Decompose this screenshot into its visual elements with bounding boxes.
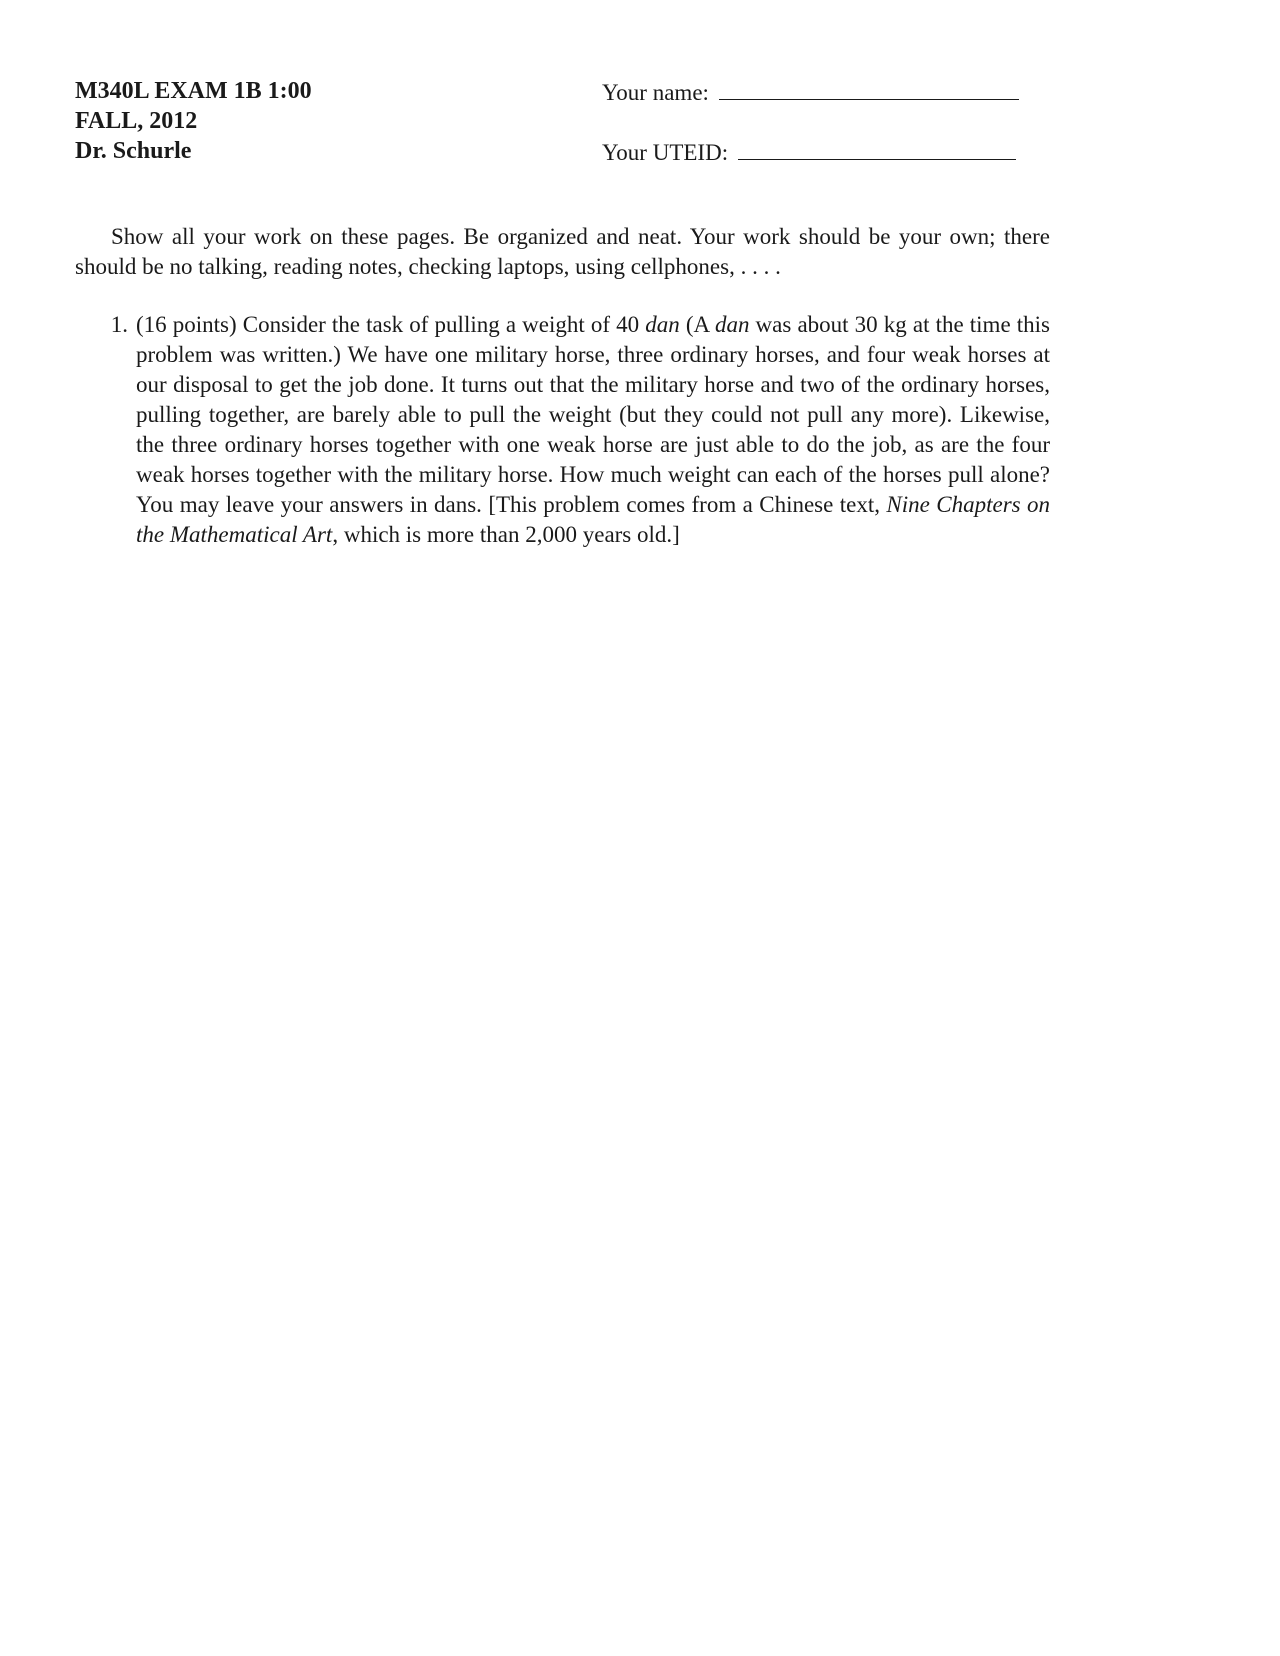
- uteid-blank-line[interactable]: [738, 159, 1016, 160]
- book-title: Nine Chapters on the Mathematical Art: [136, 492, 1051, 547]
- student-fields: [602, 76, 1019, 166]
- problem-text-part2: (A: [679, 312, 715, 337]
- name-label: Your name:: [602, 80, 709, 105]
- instructor-name: Dr. Schurle: [75, 138, 192, 164]
- problem-term-dan: dan: [645, 312, 680, 337]
- exam-instructions: Show all your work on these pages. Be organized and neat. Your work should be your own; there should be no talking, reading notes, checking laptops, using cellphones, . . . .: [75, 224, 1050, 279]
- problem-1: [75, 310, 1050, 550]
- problem-term-dan-2: dan: [714, 312, 750, 337]
- exam-header-info: [75, 76, 312, 166]
- problem-text-part4: , which is more than 2,000 years old.]: [332, 522, 680, 547]
- problem-text: [136, 310, 1050, 550]
- name-blank-line[interactable]: [719, 99, 1019, 100]
- name-field-row: [602, 76, 1019, 106]
- course-title: M340L EXAM 1B 1:00: [75, 78, 312, 104]
- term: FALL, 2012: [75, 108, 198, 134]
- uteid-field-row: [602, 136, 1019, 166]
- problem-number: 1.: [110, 312, 128, 337]
- problem-text-part3: was about 30 kg at the time this problem was written.) We have one military horse, three ordinary horses, and four weak horses at our disposal to get the job done. It turns out that the military horse and two of the ordinary horses, pulling together, are barely able to pull the weight (but they could not pull any more). Likewise, the three ordinary horses together with one weak horse are just able to do the job, as are the four weak horses together with the military horse. How much weight can each of the horses pull alone? You may leave your answers in dans. [This problem comes from a Chinese text,: [136, 312, 1050, 517]
- problem-text-part1: (16 points) Consider the task of pulling a weight of 40: [136, 312, 646, 337]
- uteid-label: Your UTEID:: [602, 140, 729, 165]
